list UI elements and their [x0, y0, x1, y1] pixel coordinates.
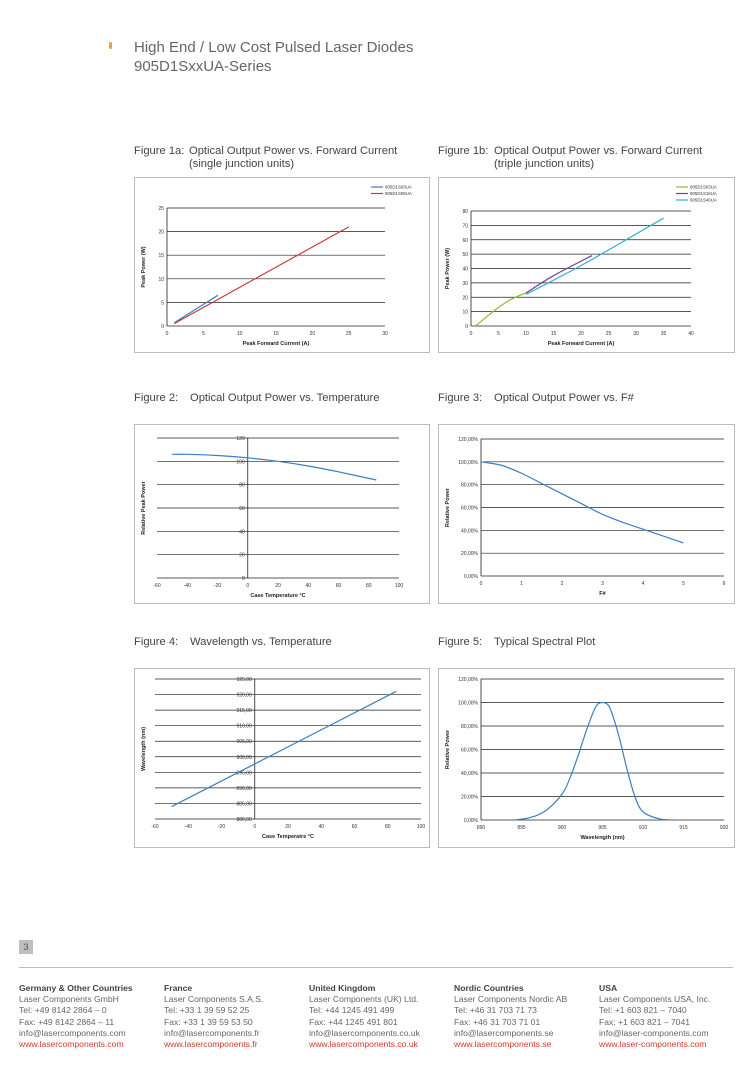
figure-title: Optical Output Power vs. F#: [494, 392, 634, 404]
contact-fax: Fax: +46 31 703 71 01: [454, 1016, 541, 1027]
x-tick-label: 915: [679, 825, 688, 831]
series-line: [174, 295, 218, 322]
x-tick-label: 2: [560, 581, 564, 587]
legend-label: 905D1S03UA: [385, 184, 412, 190]
y-tick-label: 5: [161, 300, 164, 307]
legend-label: 905D1S16UA: [690, 191, 717, 197]
x-tick-label: 0: [253, 824, 257, 830]
contact-block-uk: [309, 983, 420, 1050]
x-tick-label: 920: [719, 825, 729, 831]
x-tick-label: -40: [183, 583, 191, 589]
x-tick-label: 20: [578, 331, 584, 337]
figure-title: Typical Spectral Plot: [494, 636, 596, 648]
x-tick-label: 0: [479, 581, 483, 587]
y-tick-label: 905,00: [236, 739, 252, 746]
y-tick-label: 910,00: [236, 723, 252, 730]
y-tick-label: 0,00%: [463, 818, 478, 824]
document-title: [134, 38, 413, 76]
x-axis-title: Case Temperature °C: [250, 593, 306, 599]
x-tick-label: 6: [722, 581, 726, 587]
y-tick-label: 120,00%: [458, 437, 478, 443]
y-axis-title: Relative Peak Power: [141, 481, 147, 535]
x-tick-label: 910: [638, 825, 648, 831]
figure-5-caption: [438, 636, 595, 649]
figure-label: Figure 3:: [438, 392, 483, 404]
contact-tel: Tel: +49 8142 2864 – 0: [19, 1005, 107, 1016]
contact-tel: Tel: +1 603 821 – 7040: [599, 1005, 687, 1016]
x-tick-label: 25: [605, 331, 612, 337]
x-tick-label: -40: [184, 824, 192, 830]
figure-subtitle: (triple junction units): [494, 158, 595, 170]
x-tick-label: 0: [165, 331, 169, 337]
contact-email[interactable]: info@lasercomponents.se: [454, 1027, 554, 1038]
chart-fig4: [134, 668, 430, 848]
x-tick-label: -20: [217, 824, 226, 830]
contact-web-link[interactable]: www.laser-components.com: [599, 1039, 707, 1050]
figure-subtitle: (single junction units): [189, 158, 295, 170]
figure-1a-caption: [134, 145, 397, 171]
x-axis-title: Wavelength (nm): [580, 835, 625, 841]
x-tick-label: 40: [688, 331, 694, 337]
y-tick-label: 0: [241, 576, 245, 582]
y-axis-title: Peak Power (W): [445, 247, 451, 290]
x-tick-label: 3: [601, 581, 604, 587]
x-tick-label: 905: [598, 825, 607, 831]
x-tick-label: -20: [213, 583, 222, 589]
series-line: [172, 454, 376, 480]
y-tick-label: 40: [239, 529, 245, 536]
x-tick-label: 0: [246, 583, 250, 589]
contact-tel: Tel: +44 1245 491 499: [309, 1005, 395, 1016]
figure-1b-caption: [438, 145, 702, 171]
y-tick-label: 80,00%: [461, 482, 478, 489]
y-tick-label: 80: [462, 209, 468, 215]
figure-4-caption: [134, 636, 332, 649]
figure-title: Optical Output Power vs. Forward Current: [494, 145, 703, 157]
y-tick-label: 60,00%: [461, 747, 478, 754]
figure-label: Figure 1b:: [438, 145, 489, 157]
contact-region: Germany & Other Countries: [19, 983, 133, 993]
legend-label: 905D1S40UA: [690, 197, 717, 203]
x-tick-label: 60: [335, 583, 342, 589]
contact-region: United Kingdom: [309, 983, 376, 993]
contact-web-link[interactable]: www.lasercomponents.co.uk: [309, 1039, 418, 1050]
figure-title: Optical Output Power vs. Temperature: [190, 392, 380, 404]
y-tick-label: 60: [239, 506, 245, 512]
x-axis-title: Peak Forward Current (A): [242, 341, 310, 347]
x-tick-label: 890: [476, 825, 486, 831]
y-tick-label: 100,00%: [458, 700, 478, 707]
x-tick-label: 80: [384, 824, 391, 830]
y-tick-label: 80: [239, 482, 245, 489]
legend-label: 905D1S09UA: [385, 191, 412, 197]
x-axis-title: F#: [599, 591, 606, 597]
x-tick-label: 30: [382, 331, 388, 337]
y-tick-label: 10: [462, 309, 468, 316]
figure-3-caption: [438, 392, 634, 405]
figure-label: Figure 1a:: [134, 145, 185, 157]
x-tick-label: 10: [236, 331, 243, 337]
chart-fig1a: [134, 177, 430, 353]
y-tick-label: 70: [462, 223, 468, 230]
y-tick-label: 20,00%: [461, 794, 478, 801]
x-tick-label: 5: [682, 581, 685, 587]
y-tick-label: 40,00%: [461, 771, 478, 777]
contact-email[interactable]: info@laser-components.com: [599, 1027, 709, 1038]
y-tick-label: 20: [158, 229, 164, 236]
y-tick-label: 20: [462, 295, 468, 302]
contact-block-germany: [19, 983, 133, 1050]
legend-label: 905D1S03UA: [690, 184, 717, 190]
title-line-2: 905D1SxxUA-Series: [134, 58, 272, 75]
figure-label: Figure 2:: [134, 392, 179, 404]
contact-web-link[interactable]: www.lasercomponents.fr: [164, 1039, 258, 1050]
y-tick-label: 915,00: [236, 708, 252, 715]
contact-region: France: [164, 983, 193, 993]
y-tick-label: 880,00: [236, 817, 252, 823]
y-tick-label: 100: [236, 459, 245, 466]
figure-label: Figure 4:: [134, 636, 179, 648]
y-tick-label: 100,00%: [458, 459, 478, 466]
page-number: 3: [19, 940, 33, 954]
x-tick-label: 80: [365, 583, 372, 589]
y-tick-label: 10: [158, 276, 164, 283]
y-tick-label: 20: [239, 552, 245, 559]
y-tick-label: 60,00%: [461, 505, 478, 512]
series-line: [513, 703, 675, 821]
y-tick-label: 80,00%: [461, 724, 478, 730]
y-tick-label: 0: [465, 324, 468, 330]
x-tick-label: 5: [497, 331, 500, 337]
contact-region: USA: [599, 983, 618, 993]
y-tick-label: 25: [158, 206, 164, 212]
figure-title: Optical Output Power vs. Forward Current: [189, 145, 398, 157]
x-tick-label: 20: [309, 331, 316, 337]
x-tick-label: 10: [523, 331, 529, 337]
contact-email[interactable]: info@lasercomponents.com: [19, 1027, 126, 1038]
footer-divider: [19, 967, 733, 968]
contact-block-france: [164, 983, 263, 1050]
contact-company: Laser Components Nordic AB: [454, 994, 568, 1005]
y-tick-label: 40: [462, 266, 468, 273]
chart-fig2: [134, 424, 430, 604]
x-tick-label: 30: [633, 331, 639, 337]
contact-company: Laser Components GmbH: [19, 994, 119, 1005]
contact-tel: Tel: +33 1 39 59 52 25: [164, 1005, 250, 1016]
contact-email[interactable]: info@lasercomponents.fr: [164, 1027, 260, 1038]
y-axis-title: Wavelength (nm): [141, 726, 147, 772]
x-tick-label: 40: [318, 824, 325, 830]
contact-region: Nordic Countries: [454, 983, 524, 993]
x-tick-label: 900: [557, 825, 567, 831]
chart-fig3: [438, 424, 735, 604]
y-tick-label: 40,00%: [461, 528, 478, 535]
x-tick-label: 895: [517, 825, 526, 831]
x-tick-label: 35: [660, 331, 667, 337]
contact-company: Laser Components S.A.S.: [164, 994, 264, 1005]
x-tick-label: 25: [345, 331, 352, 337]
y-tick-label: 0: [161, 324, 164, 330]
x-tick-label: 100: [416, 824, 426, 830]
y-tick-label: 15: [158, 253, 164, 260]
x-tick-label: 15: [550, 331, 557, 337]
y-tick-label: 60: [462, 237, 468, 244]
contact-block-nordic: [454, 983, 567, 1050]
y-tick-label: 120,00%: [458, 677, 478, 683]
series-line: [526, 256, 592, 293]
x-tick-label: 5: [201, 331, 205, 337]
x-tick-label: 20: [285, 824, 291, 830]
series-line: [172, 691, 396, 806]
figure-2-caption: [134, 392, 379, 405]
y-tick-label: 50: [462, 252, 468, 259]
contact-web-link[interactable]: www.lasercomponents.se: [454, 1039, 552, 1050]
x-tick-label: 40: [305, 583, 312, 589]
chart-fig5: [438, 668, 735, 848]
figure-title: Wavelength vs. Temperature: [190, 636, 332, 648]
contact-fax: Fax: +44 1245 491 801: [309, 1016, 398, 1027]
contact-fax: Fax: +1 603 821 – 7041: [599, 1016, 691, 1027]
y-tick-label: 925,00: [236, 677, 252, 683]
contact-email[interactable]: info@lasercomponents.co.uk: [309, 1027, 420, 1038]
x-axis-title: Case Temperatre °C: [262, 834, 314, 840]
y-tick-label: 895,00: [236, 770, 252, 777]
y-axis-title: Relative Power: [445, 487, 451, 528]
x-tick-label: 0: [469, 331, 473, 337]
x-tick-label: -60: [151, 824, 159, 830]
x-tick-label: 1: [520, 581, 523, 587]
accent-mark: [109, 42, 112, 49]
y-axis-title: Peak Power (W): [141, 246, 147, 288]
series-line: [174, 227, 348, 324]
y-tick-label: 0,00%: [463, 574, 478, 580]
y-tick-label: 900,00: [236, 754, 252, 761]
contact-fax: Fax: +33 1 39 59 53 50: [164, 1016, 253, 1027]
contact-company: Laser Components (UK) Ltd.: [309, 994, 419, 1005]
x-tick-label: 15: [273, 331, 279, 337]
title-line-1: High End / Low Cost Pulsed Laser Diodes: [134, 39, 414, 56]
y-tick-label: 30: [462, 280, 468, 287]
y-tick-label: 885,00: [236, 801, 252, 808]
x-tick-label: 60: [351, 824, 358, 830]
figure-label: Figure 5:: [438, 636, 483, 648]
y-tick-label: 20,00%: [461, 551, 478, 558]
series-line: [481, 462, 684, 543]
x-tick-label: 4: [641, 581, 645, 587]
x-axis-title: Peak Forward Current (A): [547, 341, 615, 347]
y-tick-label: 120: [236, 436, 245, 442]
x-tick-label: 100: [394, 583, 404, 589]
x-tick-label: 20: [275, 583, 281, 589]
contact-web-link[interactable]: www.lasercomponents.com: [19, 1039, 124, 1050]
contact-block-usa: [599, 983, 710, 1050]
y-tick-label: 890,00: [236, 785, 252, 792]
x-tick-label: -60: [153, 583, 161, 589]
contact-fax: Fax: +49 8142 2864 – 11: [19, 1016, 115, 1027]
y-axis-title: Relative Power: [445, 729, 451, 770]
contact-company: Laser Components USA, Inc.: [599, 994, 711, 1005]
contact-tel: Tel: +46 31 703 71 73: [454, 1005, 537, 1016]
chart-fig1b: [438, 177, 735, 353]
y-tick-label: 920,00: [236, 692, 252, 699]
series-line: [477, 293, 527, 325]
